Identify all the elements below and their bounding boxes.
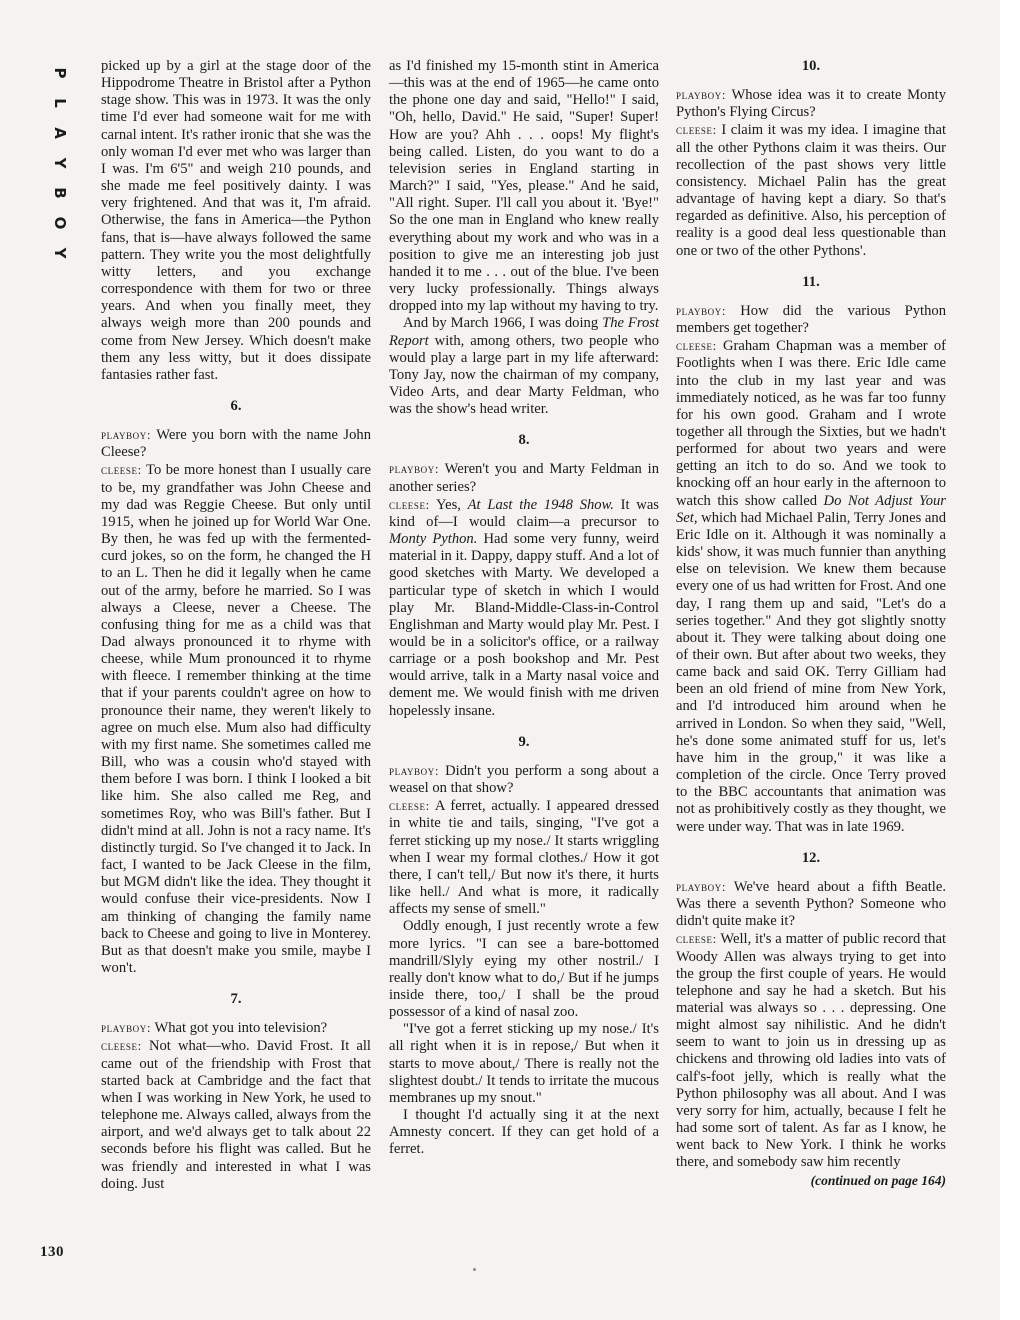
answer	[676, 930, 946, 1171]
speaker-playboy: playboy:	[676, 87, 727, 103]
speaker-playboy: playboy:	[101, 427, 152, 443]
answer	[676, 121, 946, 259]
text-run: Yes,	[436, 496, 468, 513]
paragraph: picked up by a girl at the stage door of the Hippodrome Theatre in Bristol after a Python stage show. This was in 1973. It was the only time I'd ever had someone wait for me with carnal intent. It's rather ironic that she was the only woman I'd ever met who was larger than I was. I'm 6'5" and weigh 210 pounds, and she made me feel positively dainty. I was very frightened. And that was it, I'm afraid. Otherwise, the fans in America—the Python fans, that is—have always followed the same pattern. They write you the most delightfully witty letters, and you exchange correspondence with them for two or three years. And when you finally meet, they always weigh more than 200 pounds and come from New Jersey. Which doesn't make them any less witty, but it does dissipate fantasies rather fast.	[101, 58, 371, 383]
question-number-10: 10.	[801, 58, 821, 74]
question-text: Weren't you and Marty Feldman in another series?	[389, 461, 659, 495]
speaker-cleese: cleese:	[101, 462, 142, 478]
question	[389, 460, 659, 495]
speaker-cleese: cleese:	[389, 798, 430, 814]
speaker-cleese: cleese:	[676, 338, 717, 354]
brand-letter: P	[51, 67, 69, 79]
question-number-9: 9.	[518, 733, 530, 750]
text-run: And by March 1966, I was doing	[403, 315, 603, 332]
answer-text: To be more honest than I usually care to be, my grandfather was John Cheese and my dad was Reggie Cheese. But only until 1915, when he joined up for World War One. By then, he was fed up with the fermented-curd jokes, so on the form, he changed the H to an L. Then he did it legally when he came out of the army, before he married. So I was always a Cleese, never a Cheese. The confusing thing for me as a child was that Dad always pronounced it to rhyme with cheese, while Mum pronounced it to rhyme with fleece. I remember thinking at the time that if your parents couldn't agree on how to pronounce their name, they weren't likely to agree on much else. Mum also had difficulty with my first name. She sometimes called me Bill, who was a cousin who'd stayed with them before I was born. I think I looked a bit like him. She also called me Reg, and sometimes Roy, who was Bill's father. But I didn't mind at all. John is not a racy name. It's distinctly turgid. So I've changed it to Jack. In fact, I wanted to be Jack Cleese in the film, but MGM didn't like the idea. They thought it would confuse their vice-presidents. Now I am thinking of changing the family name back to Cheese and going to live in Monterey. But as that doesn't make you smile, maybe I won't.	[101, 462, 371, 976]
paragraph: "I've got a ferret sticking up my nose./ It's all right when it is in repose,/ But when it starts to move about,/ There is really not the slightest doubt./ It tends to irritate the mucous membranes up my snout."	[389, 1021, 659, 1106]
page-number: 130	[40, 1244, 64, 1260]
text-column-2	[389, 58, 659, 1159]
text-column-1	[101, 58, 371, 1193]
speaker-playboy: playboy:	[676, 302, 727, 318]
speaker-playboy: playboy:	[389, 461, 440, 477]
question-number-11: 11.	[802, 273, 820, 290]
question-text: What got you into television?	[154, 1020, 328, 1037]
question-text: We've heard about a fifth Beatle. Was there a seventh Python? Someone who didn't quite make it?	[676, 878, 946, 930]
question-number-6: 6.	[230, 397, 242, 414]
question-number-12: 12.	[801, 849, 821, 866]
speaker-playboy: playboy:	[101, 1020, 152, 1036]
answer-text: Not what—who. David Frost. It all came out of the friendship with Frost that started back at Cambridge and the fact that when I was working in New York, he used to telephone me. Always called, always from the airport, and we'd always get to talk about 22 seconds before his flight was called. But he was friendly and interested in what I was doing. Just	[101, 1038, 371, 1192]
speaker-playboy: playboy:	[676, 878, 727, 894]
question	[101, 426, 371, 461]
paragraph: I thought I'd actually sing it at the next Amnesty concert. If they can get hold of a ferret.	[389, 1107, 659, 1158]
question-text: Didn't you perform a song about a weasel on that show?	[389, 762, 659, 797]
question	[389, 762, 659, 797]
answer-text: A ferret, actually. I appeared dressed in white tie and tails, singing, "I've got a ferret sticking up my nose./ It starts wriggling when I wear my formal clothes./ How it got there, I can't tell,/ But now it's there, it hurts like hell./ And what is more, it radically affects my sense of smell."	[389, 798, 660, 918]
show-title: The Frost Report	[389, 315, 659, 349]
paragraph: as I'd finished my 15-month stint in America—this was at the end of 1965—he came onto the phone one day and said, "Hello!" I said, "Oh, hello, David." He said, "Super! Super! How are you? Ahh . . . oops! My flight's being called. Listen, do you want to do a television series in England starting in March?" I said, "Yes, please." And he said, "All right. Super. I'll call you about it. 'Bye!" So the one man in England who knew really everything about my work and who was in a position to give me an interesting job just handed it to me . . . out of the blue. I've been very lucky professionally. Things always dropped into my lap without my having to try.	[389, 58, 659, 315]
brand-letter: B	[51, 187, 69, 199]
continued-note: (continued on page 164)	[810, 1172, 946, 1188]
answer	[676, 337, 946, 836]
text-run: with, among others, two people who would play a large part in my life afterward: Tony Jay, now the chairman of my company, Video Arts, and dear Marty Feldman, who was the show's head writer.	[389, 332, 659, 418]
masthead-brand	[47, 58, 73, 268]
question-number-8: 8.	[518, 432, 530, 449]
speaker-cleese: cleese:	[389, 496, 430, 512]
question-text: Were you born with the name John Cleese?	[101, 427, 371, 461]
brand-letter: A	[51, 127, 69, 139]
text-run: which had Michael Palin, Terry Jones and Eric Idle on it. Although it was nominally a kids' show, it was much funnier than anything else on television. We knew them because every one of us had written for Frost. And one day, I rang them up and said, "Let's do a series together." And they got slightly snotty about it. They were talking about doing one of their own. But after about two weeks, they came back and said OK. Terry Gilliam had been an old friend of mine from New York, and I'd introduced him around when he arrived in London. So when they said, "Well, he's done some animated stuff for us, let's have him in the group," it was like a completion of the circle. Once Terry proved to the BBC accountants that animation was not as prohibitively costly as they thought, we were under way. That was in late 1969.	[676, 509, 946, 835]
paragraph	[389, 315, 659, 418]
speaker-playboy: playboy:	[389, 762, 440, 778]
answer	[101, 461, 371, 977]
show-title: At Last the 1948 Show.	[467, 496, 614, 513]
speaker-cleese: cleese:	[676, 122, 717, 138]
question-number-7: 7.	[230, 991, 242, 1008]
show-title: Monty Python.	[389, 531, 478, 548]
answer-text: Well, it's a matter of public record that Woody Allen was always trying to get into the group the first couple of years. He would telephone and say he had a sketch. But his material was always so . . . depressing. One might almost say nihilistic. And he didn't seem to want to join us in dressing up as chickens and throwing old ladies into vats of calf's-foot jelly, which is really what the Python philosophy was all about. And I was very sorry for him, actually, because I felt he had some sort of talent. As far as I know, he went back to New York. I think he works there, and somebody saw him recently	[676, 931, 946, 1171]
question	[676, 878, 946, 930]
brand-letter: L	[51, 98, 69, 108]
question-text: Whose idea was it to create Monty Python's Flying Circus?	[676, 87, 946, 121]
print-speck	[473, 1268, 476, 1271]
question	[676, 302, 946, 337]
answer	[101, 1037, 371, 1192]
text-run: It was kind of—I would claim—a precursor to	[389, 496, 659, 530]
answer	[389, 496, 659, 720]
brand-letter: Y	[51, 157, 69, 169]
question	[101, 1019, 371, 1037]
question-text: How did the various Python members get together?	[676, 302, 946, 337]
answer-text: I claim it was my idea. I imagine that all the other Pythons claim it was theirs. Our recollection of the past shows very little consistency. Michael Palin has the great advantage of having kept a diary. So that's regarded as definitive. Also, his perception of reality is a good deal less questionable than one or two of the other Pythons'.	[676, 122, 946, 259]
show-title: Do Not Adjust Your Set,	[676, 492, 946, 526]
text-run: Graham Chapman was a member of Footlights when I was there. Eric Idle came into the club in my last year and was immediately noticed, as he was far too funny for his own good. Graham and I wrote together all through the Sixties, but we hadn't performed for about two years and were getting an itch to do so. And we took to knocking off an hour early in the afternoon to watch this show called	[676, 338, 946, 509]
answer	[389, 797, 659, 918]
text-column-3	[676, 58, 946, 1189]
brand-letter: O	[51, 216, 69, 230]
question	[676, 86, 946, 121]
paragraph: Oddly enough, I just recently wrote a few more lyrics. "I can see a bare-bottomed mandrill/Slyly eying my other nostril./ I really don't know what to do,/ But if he jumps inside there, too,/ I shall be the proud possessor of a kind of nasal zoo.	[389, 918, 659, 1021]
text-run: Had some very funny, weird material in it. Dappy, dappy stuff. And a lot of good sketches with Marty. We developed a particular type of sketch in which I would play Mr. Bland-Middle-Class-in-Control Englishman and Marty would play Mr. Pest. I would be in a solicitor's office, or a railway carriage or a posh bookshop and Mr. Pest would arrive, talk in a Marty nasal voice and dement me. We would finish with me driven hopelessly insane.	[389, 531, 659, 719]
speaker-cleese: cleese:	[101, 1038, 142, 1054]
speaker-cleese: cleese:	[676, 931, 717, 947]
brand-letter: Y	[51, 247, 69, 259]
